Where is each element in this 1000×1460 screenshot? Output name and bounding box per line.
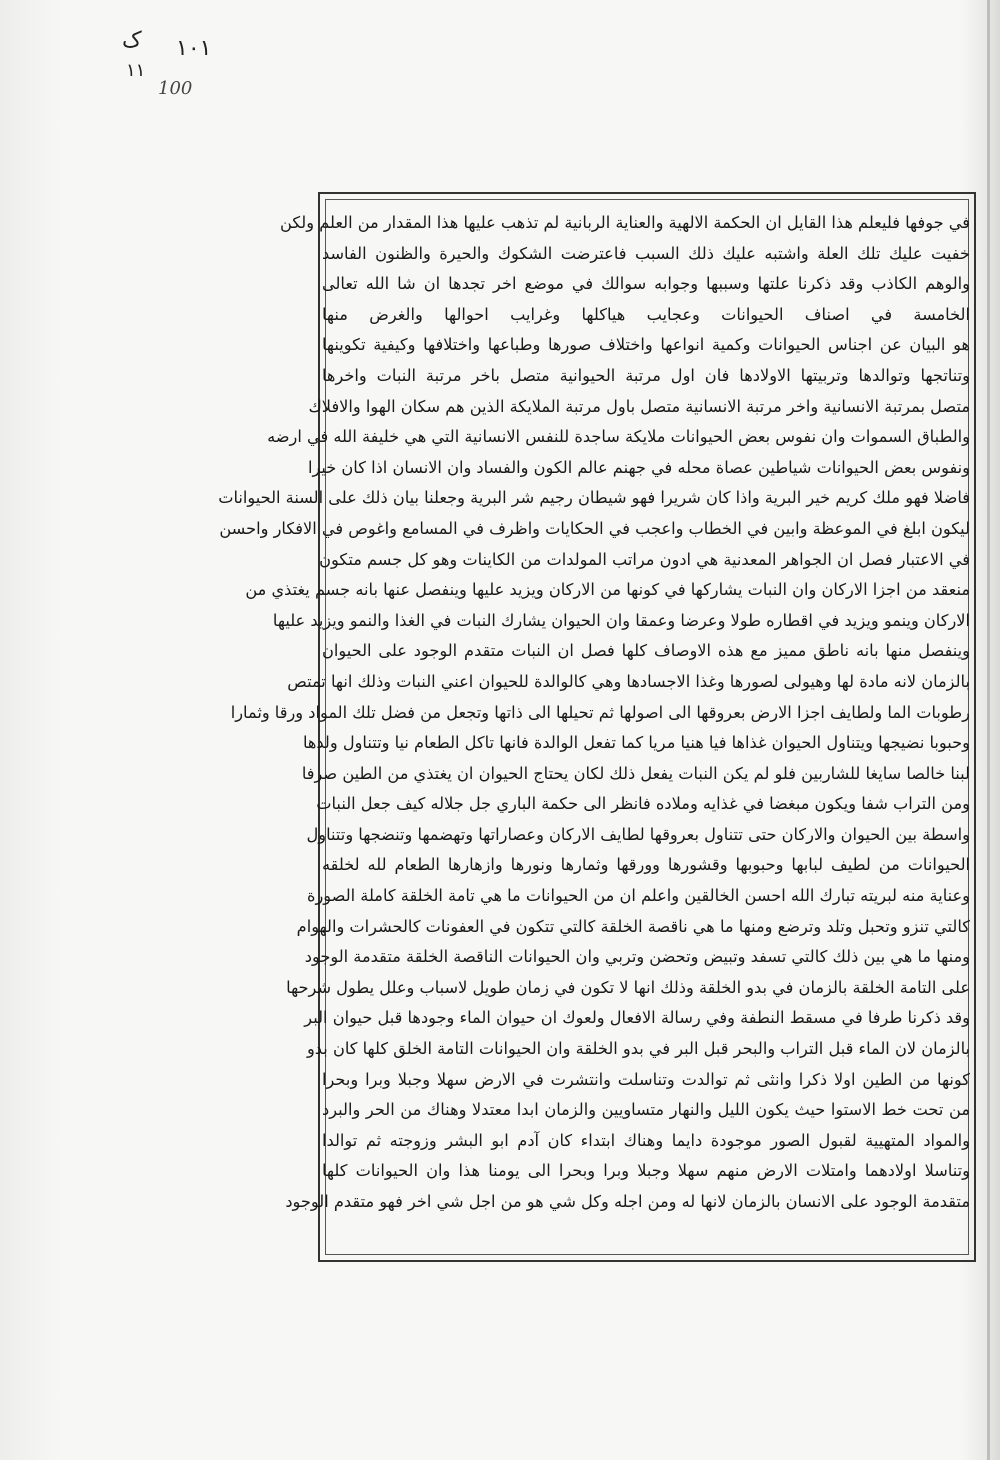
text-line: والمواد المتهيية لقبول الصور موجودة دايما وهناك ابتداء كان آدم ابو البشر وزوجته ثم توالدا	[322, 1130, 970, 1150]
text-line: وتناتجها وتوالدها وتربيتها الاولادها فان اول مرتبة الحيوانية متصل باخر مرتبة النبات واخرها	[322, 365, 970, 385]
text-line: في الاعتبار فصل ان الجواهر المعدنية هي ادون مراتب المولدات من الكاينات وهو كل جسم متكون	[319, 549, 970, 569]
text-line: واسطة بين الحيوان والاركان حتى تتناول بعروقها لطايف الاركان وعصاراتها وتهضمها وتنضجها وتتناول	[306, 824, 970, 844]
text-line: الخامسة في اصناف الحيوانات وعجايب هياكلها وغرايب احوالها والغرض منها	[322, 304, 970, 324]
text-line: بالزمان لان الماء قبل التراب والبحر قبل البر في بدو الخلقة وان الحيوانات التامة الخلق كلها كان بدو	[306, 1039, 970, 1059]
text-line: وينفصل منها بانه ناطق مميز مع هذه الاوصاف كلها فصل ان النبات متقدم الوجود على الحيوان	[322, 641, 970, 661]
folio-marks	[118, 26, 228, 106]
text-line: ومنها ما هي بين ذلك كالتي تسفد وتبيض وتحضن وتربي وان الحيوانات الناقصة الخلقة متقدمة الوجود	[304, 947, 970, 967]
text-line: ونفوس بعض الحيوانات شياطين عصاة محله في جهنم عالم الكون والفساد وان الانسان اذا كان خيرا	[307, 457, 970, 477]
pencil-foliation: 100	[158, 78, 193, 99]
text-line: فاضلا فهو ملك كريم خير البرية واذا كان شريرا فهو شيطان رجيم شر البرية وجعلنا بيان ذلك على السنة الحيوانات	[218, 488, 970, 508]
text-line: من تحت خط الاستوا حيث يكون الليل والنهار متساويين والزمان ابدا معتدلا وهناك من الحر والبرد	[322, 1100, 970, 1120]
folio-number: ١٠١	[176, 36, 212, 61]
text-line: ليكون ابلغ في الموعظة وابين في الخطاب واعجب في الحكايات واظرف في المسامع واغوص في الافكار واحسن	[219, 518, 970, 538]
folio-mark: ک	[122, 28, 142, 53]
text-line: والطباق السموات وان نفوس بعض الحيوانات ملايكة ساجدة للنفس الانسانية التي هي خليفة الله في ارضه	[267, 427, 970, 447]
text-line: والوهم الكاذب وقد ذكرنا علتها وسببها وجوابه سوالك في موضع اخر تجدها ان شا الله تعالى	[322, 274, 970, 294]
text-line: بالزمان لانه مادة لها وهيولى لصورها وغذا الاجسادها وهي كالوالدة للحيوان اعني النبات وذلك انها تمتص	[287, 671, 970, 691]
text-line: وقد ذكرنا طرفا في مسقط النطفة وفي رسالة الافعال ولعوك ان حيوان الماء وجودها قبل حيوان البر	[304, 1008, 970, 1028]
text-line: وحبوبا نضيجها ويتناول الحيوان غذاها فيا هنيا مريا كما تفعل الوالدة فانها تاكل الطعام نيا وتتناول ولدها	[302, 733, 970, 753]
folio-sub-number: ١١	[126, 60, 146, 81]
page-edge	[987, 0, 990, 1460]
text-line: على التامة الخلقة بالزمان في بدو الخلقة وذلك انها لا تكون في زمان طويل لاسباب وعلل يطول شرحها	[286, 977, 970, 997]
text-line: الحيوانات من لطيف لبابها وحبوبها وقشورها وورقها وثمارها ونورها وازهارها الطعام لله لخلقه	[322, 855, 970, 875]
text-line: الاركان وينمو ويزيد في اقطاره طولا وعرضا وعمقا وان الحيوان يشارك النبات في الغذا والنمو ويزيد عليها	[272, 610, 970, 630]
text-line: رطوبات الما ولطايف اجزا الارض بعروقها الى اصولها ثم تحيلها الى ذاتها وتجعل من فضل تلك المواد ورقا وثمارا	[230, 702, 970, 722]
text-line: لبنا خالصا سايغا للشاربين فلو لم يكن النبات يفعل ذلك لكان يحتاج الحيوان ان يغتذي من الطين صرفا	[301, 763, 970, 783]
text-line: متصل بمرتبة الانسانية واخر مرتبة الانسانية متصل باول مرتبة الملايكة الذين هم سكان الهوا والافلاك	[308, 396, 970, 416]
text-line: منعقد من اجزا الاركان وان النبات يشاركها في كونها من الاركان ويزيد عليها وينفصل عنها بانه جسم يغتذي من	[245, 580, 970, 600]
text-line: ومن التراب شفا ويكون مبغضا في غذايه وملاده فانظر الى حكمة الباري جل جلاله كيف جعل النبات	[316, 794, 970, 814]
text-line: هو البيان عن اجناس الحيوانات وكمية انواعها واختلاف صورها وطباعها واختلافها وكيفية تكوينها	[322, 335, 970, 355]
text-line: كالتي تنزو وتحبل وتلد وترضع ومنها ما هي ناقصة الخلقة كالتي تتكون في العفونات كالحشرات والهوام	[296, 916, 970, 936]
text-line: كونها من الطين اولا ذكرا وانثى ثم توالدت وتناسلت وانتشرت في الارض سهلا وجبلا وبرا وبحرا	[322, 1069, 970, 1089]
text-line: في جوفها فليعلم هذا القايل ان الحكمة الالهية والعناية الربانية لم تذهب عليها هذا المقدار من العلم ولكن	[280, 213, 970, 232]
text-line: متقدمة الوجود على الانسان بالزمان لانها له ومن اجله وكل شي هو من اجل شي اخر فهو متقدم الوجود	[285, 1192, 970, 1211]
text-line: وتناسلا اولادهما وامتلات الارض منهم سهلا وجبلا وبرا وبحرا الى يومنا هذا وان الحيوانات كلها	[322, 1161, 970, 1181]
text-line: وعناية منه لبريته تبارك الله احسن الخالقين واعلم ان من الحيوانات ما هي تامة الخلقة كاملة الصورة	[307, 886, 970, 906]
manuscript-text	[218, 208, 970, 1254]
text-line: خفيت عليك تلك العلة واشتبه عليك ذلك السبب فاعترضت الشكوك والحيرة والظنون الفاسد	[322, 243, 970, 263]
